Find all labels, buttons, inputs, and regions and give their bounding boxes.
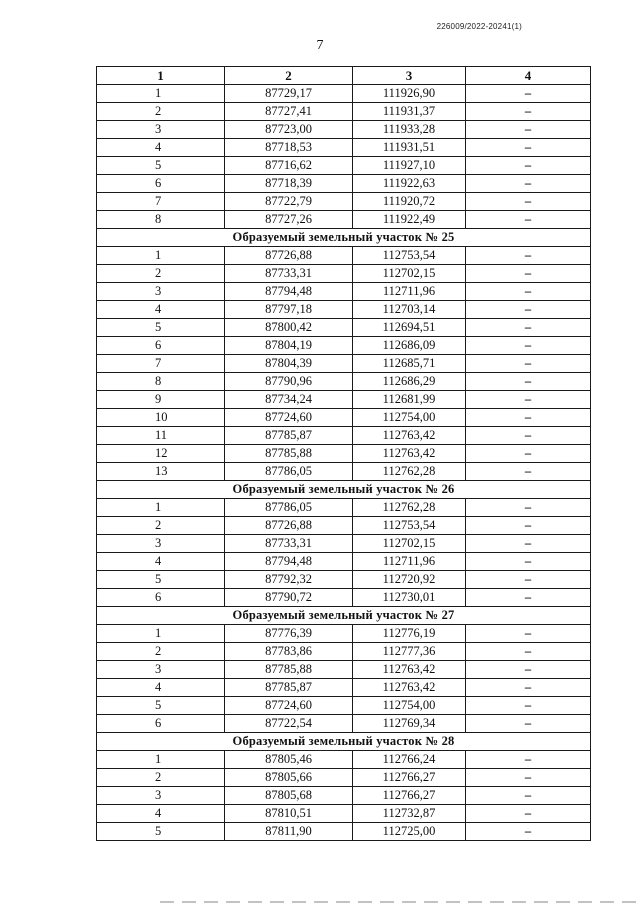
y-coordinate-cell: 111931,37: [353, 103, 466, 121]
x-coordinate-cell: 87786,05: [225, 463, 353, 481]
y-coordinate-cell: 112702,15: [353, 535, 466, 553]
y-coordinate-cell: 112711,96: [353, 553, 466, 571]
y-coordinate-cell: 112766,24: [353, 751, 466, 769]
table-row: [97, 247, 591, 265]
x-coordinate-cell: 87718,53: [225, 139, 353, 157]
point-number-cell: 3: [97, 787, 225, 805]
x-coordinate-cell: 87785,87: [225, 427, 353, 445]
column-4-cell: –: [466, 823, 591, 841]
table-row: [97, 679, 591, 697]
y-coordinate-cell: 111922,49: [353, 211, 466, 229]
y-coordinate-cell: 112681,99: [353, 391, 466, 409]
y-coordinate-cell: 111931,51: [353, 139, 466, 157]
column-4-cell: –: [466, 355, 591, 373]
y-coordinate-cell: 111920,72: [353, 193, 466, 211]
x-coordinate-cell: 87785,87: [225, 679, 353, 697]
x-coordinate-cell: 87734,24: [225, 391, 353, 409]
y-coordinate-cell: 111933,28: [353, 121, 466, 139]
column-4-cell: –: [466, 769, 591, 787]
y-coordinate-cell: 112766,27: [353, 787, 466, 805]
y-coordinate-cell: 112686,09: [353, 337, 466, 355]
column-4-cell: –: [466, 139, 591, 157]
point-number-cell: 3: [97, 121, 225, 139]
y-coordinate-cell: 112694,51: [353, 319, 466, 337]
table-row: [97, 355, 591, 373]
y-coordinate-cell: 112754,00: [353, 697, 466, 715]
document-registration-number: 226009/2022-20241(1): [436, 22, 522, 31]
table-row: [97, 445, 591, 463]
column-4-cell: –: [466, 715, 591, 733]
point-number-cell: 1: [97, 625, 225, 643]
point-number-cell: 2: [97, 517, 225, 535]
point-number-cell: 5: [97, 157, 225, 175]
table-row: [97, 139, 591, 157]
table-row: [97, 319, 591, 337]
point-number-cell: 4: [97, 301, 225, 319]
x-coordinate-cell: 87783,86: [225, 643, 353, 661]
x-coordinate-cell: 87790,96: [225, 373, 353, 391]
table-row: [97, 535, 591, 553]
point-number-cell: 12: [97, 445, 225, 463]
column-4-cell: –: [466, 787, 591, 805]
point-number-cell: 10: [97, 409, 225, 427]
point-number-cell: 13: [97, 463, 225, 481]
table-row: [97, 661, 591, 679]
point-number-cell: 5: [97, 823, 225, 841]
point-number-cell: 6: [97, 715, 225, 733]
table-row: [97, 589, 591, 607]
y-coordinate-cell: 112732,87: [353, 805, 466, 823]
table-row: [97, 643, 591, 661]
table-header-row: [97, 67, 591, 85]
column-4-cell: –: [466, 175, 591, 193]
y-coordinate-cell: 112763,42: [353, 661, 466, 679]
table-row: [97, 175, 591, 193]
column-4-cell: –: [466, 391, 591, 409]
table-row: [97, 193, 591, 211]
column-4-cell: –: [466, 157, 591, 175]
x-coordinate-cell: 87722,79: [225, 193, 353, 211]
x-coordinate-cell: 87727,26: [225, 211, 353, 229]
table-row: [97, 571, 591, 589]
x-coordinate-cell: 87804,39: [225, 355, 353, 373]
point-number-cell: 6: [97, 589, 225, 607]
point-number-cell: 7: [97, 193, 225, 211]
point-number-cell: 7: [97, 355, 225, 373]
y-coordinate-cell: 112711,96: [353, 283, 466, 301]
section-title: Образуемый земельный участок № 25: [97, 229, 591, 247]
column-4-cell: –: [466, 319, 591, 337]
x-coordinate-cell: 87811,90: [225, 823, 353, 841]
scan-footer-line: [160, 901, 640, 903]
y-coordinate-cell: 112754,00: [353, 409, 466, 427]
point-number-cell: 3: [97, 535, 225, 553]
point-number-cell: 5: [97, 697, 225, 715]
y-coordinate-cell: 112753,54: [353, 247, 466, 265]
point-number-cell: 2: [97, 769, 225, 787]
y-coordinate-cell: 112725,00: [353, 823, 466, 841]
y-coordinate-cell: 112702,15: [353, 265, 466, 283]
column-4-cell: –: [466, 427, 591, 445]
column-4-cell: –: [466, 571, 591, 589]
y-coordinate-cell: 112686,29: [353, 373, 466, 391]
column-4-cell: –: [466, 499, 591, 517]
point-number-cell: 1: [97, 247, 225, 265]
column-4-cell: –: [466, 697, 591, 715]
point-number-cell: 3: [97, 283, 225, 301]
table-row: [97, 805, 591, 823]
y-coordinate-cell: 112777,36: [353, 643, 466, 661]
x-coordinate-cell: 87716,62: [225, 157, 353, 175]
point-number-cell: 6: [97, 175, 225, 193]
table-row: [97, 625, 591, 643]
section-header-row: [97, 481, 591, 499]
point-number-cell: 4: [97, 805, 225, 823]
column-header-4: 4: [466, 67, 591, 85]
table-header: [97, 67, 591, 85]
point-number-cell: 8: [97, 373, 225, 391]
column-4-cell: –: [466, 247, 591, 265]
column-4-cell: –: [466, 265, 591, 283]
x-coordinate-cell: 87810,51: [225, 805, 353, 823]
table-body: [97, 85, 591, 841]
x-coordinate-cell: 87794,48: [225, 553, 353, 571]
point-number-cell: 4: [97, 139, 225, 157]
x-coordinate-cell: 87800,42: [225, 319, 353, 337]
point-number-cell: 6: [97, 337, 225, 355]
point-number-cell: 1: [97, 85, 225, 103]
table-row: [97, 823, 591, 841]
point-number-cell: 2: [97, 643, 225, 661]
column-4-cell: –: [466, 805, 591, 823]
y-coordinate-cell: 112763,42: [353, 445, 466, 463]
x-coordinate-cell: 87727,41: [225, 103, 353, 121]
column-4-cell: –: [466, 409, 591, 427]
x-coordinate-cell: 87805,68: [225, 787, 353, 805]
y-coordinate-cell: 112763,42: [353, 427, 466, 445]
section-title: Образуемый земельный участок № 28: [97, 733, 591, 751]
x-coordinate-cell: 87733,31: [225, 535, 353, 553]
table-row: [97, 517, 591, 535]
y-coordinate-cell: 112766,27: [353, 769, 466, 787]
column-header-2: 2: [225, 67, 353, 85]
table-row: [97, 409, 591, 427]
table-row: [97, 787, 591, 805]
table-row: [97, 337, 591, 355]
x-coordinate-cell: 87792,32: [225, 571, 353, 589]
point-number-cell: 9: [97, 391, 225, 409]
y-coordinate-cell: 111927,10: [353, 157, 466, 175]
table-row: [97, 553, 591, 571]
x-coordinate-cell: 87797,18: [225, 301, 353, 319]
x-coordinate-cell: 87786,05: [225, 499, 353, 517]
section-header-row: [97, 733, 591, 751]
point-number-cell: 1: [97, 751, 225, 769]
x-coordinate-cell: 87805,66: [225, 769, 353, 787]
table-row: [97, 697, 591, 715]
x-coordinate-cell: 87723,00: [225, 121, 353, 139]
column-4-cell: –: [466, 751, 591, 769]
point-number-cell: 8: [97, 211, 225, 229]
table-row: [97, 499, 591, 517]
table-row: [97, 301, 591, 319]
table-row: [97, 283, 591, 301]
point-number-cell: 2: [97, 103, 225, 121]
column-4-cell: –: [466, 553, 591, 571]
x-coordinate-cell: 87724,60: [225, 409, 353, 427]
y-coordinate-cell: 112769,34: [353, 715, 466, 733]
point-number-cell: 5: [97, 571, 225, 589]
column-4-cell: –: [466, 661, 591, 679]
table-row: [97, 427, 591, 445]
y-coordinate-cell: 112685,71: [353, 355, 466, 373]
x-coordinate-cell: 87776,39: [225, 625, 353, 643]
column-4-cell: –: [466, 283, 591, 301]
column-4-cell: –: [466, 211, 591, 229]
column-4-cell: –: [466, 337, 591, 355]
table-row: [97, 715, 591, 733]
y-coordinate-cell: 111926,90: [353, 85, 466, 103]
table-row: [97, 391, 591, 409]
x-coordinate-cell: 87785,88: [225, 445, 353, 463]
page-number: 7: [316, 38, 324, 53]
x-coordinate-cell: 87718,39: [225, 175, 353, 193]
table-row: [97, 85, 591, 103]
table-row: [97, 265, 591, 283]
table-row: [97, 103, 591, 121]
x-coordinate-cell: 87726,88: [225, 517, 353, 535]
x-coordinate-cell: 87785,88: [225, 661, 353, 679]
column-4-cell: –: [466, 85, 591, 103]
column-4-cell: –: [466, 301, 591, 319]
column-4-cell: –: [466, 463, 591, 481]
table-row: [97, 157, 591, 175]
column-4-cell: –: [466, 121, 591, 139]
column-4-cell: –: [466, 517, 591, 535]
table-row: [97, 751, 591, 769]
point-number-cell: 1: [97, 499, 225, 517]
y-coordinate-cell: 112762,28: [353, 463, 466, 481]
section-title: Образуемый земельный участок № 27: [97, 607, 591, 625]
x-coordinate-cell: 87724,60: [225, 697, 353, 715]
table-row: [97, 121, 591, 139]
y-coordinate-cell: 112703,14: [353, 301, 466, 319]
x-coordinate-cell: 87805,46: [225, 751, 353, 769]
column-header-1: 1: [97, 67, 225, 85]
section-header-row: [97, 229, 591, 247]
point-number-cell: 11: [97, 427, 225, 445]
coordinates-table: [96, 66, 591, 841]
x-coordinate-cell: 87804,19: [225, 337, 353, 355]
table-row: [97, 211, 591, 229]
y-coordinate-cell: 112776,19: [353, 625, 466, 643]
column-4-cell: –: [466, 193, 591, 211]
x-coordinate-cell: 87794,48: [225, 283, 353, 301]
x-coordinate-cell: 87726,88: [225, 247, 353, 265]
y-coordinate-cell: 112762,28: [353, 499, 466, 517]
y-coordinate-cell: 112720,92: [353, 571, 466, 589]
x-coordinate-cell: 87790,72: [225, 589, 353, 607]
y-coordinate-cell: 112753,54: [353, 517, 466, 535]
point-number-cell: 5: [97, 319, 225, 337]
x-coordinate-cell: 87733,31: [225, 265, 353, 283]
column-4-cell: –: [466, 103, 591, 121]
point-number-cell: 4: [97, 553, 225, 571]
point-number-cell: 2: [97, 265, 225, 283]
y-coordinate-cell: 111922,63: [353, 175, 466, 193]
column-4-cell: –: [466, 625, 591, 643]
point-number-cell: 4: [97, 679, 225, 697]
point-number-cell: 3: [97, 661, 225, 679]
table-row: [97, 769, 591, 787]
column-4-cell: –: [466, 589, 591, 607]
section-header-row: [97, 607, 591, 625]
column-4-cell: –: [466, 535, 591, 553]
y-coordinate-cell: 112763,42: [353, 679, 466, 697]
table-row: [97, 373, 591, 391]
x-coordinate-cell: 87722,54: [225, 715, 353, 733]
column-4-cell: –: [466, 679, 591, 697]
column-4-cell: –: [466, 643, 591, 661]
y-coordinate-cell: 112730,01: [353, 589, 466, 607]
section-title: Образуемый земельный участок № 26: [97, 481, 591, 499]
column-4-cell: –: [466, 373, 591, 391]
table-row: [97, 463, 591, 481]
column-header-3: 3: [353, 67, 466, 85]
column-4-cell: –: [466, 445, 591, 463]
x-coordinate-cell: 87729,17: [225, 85, 353, 103]
